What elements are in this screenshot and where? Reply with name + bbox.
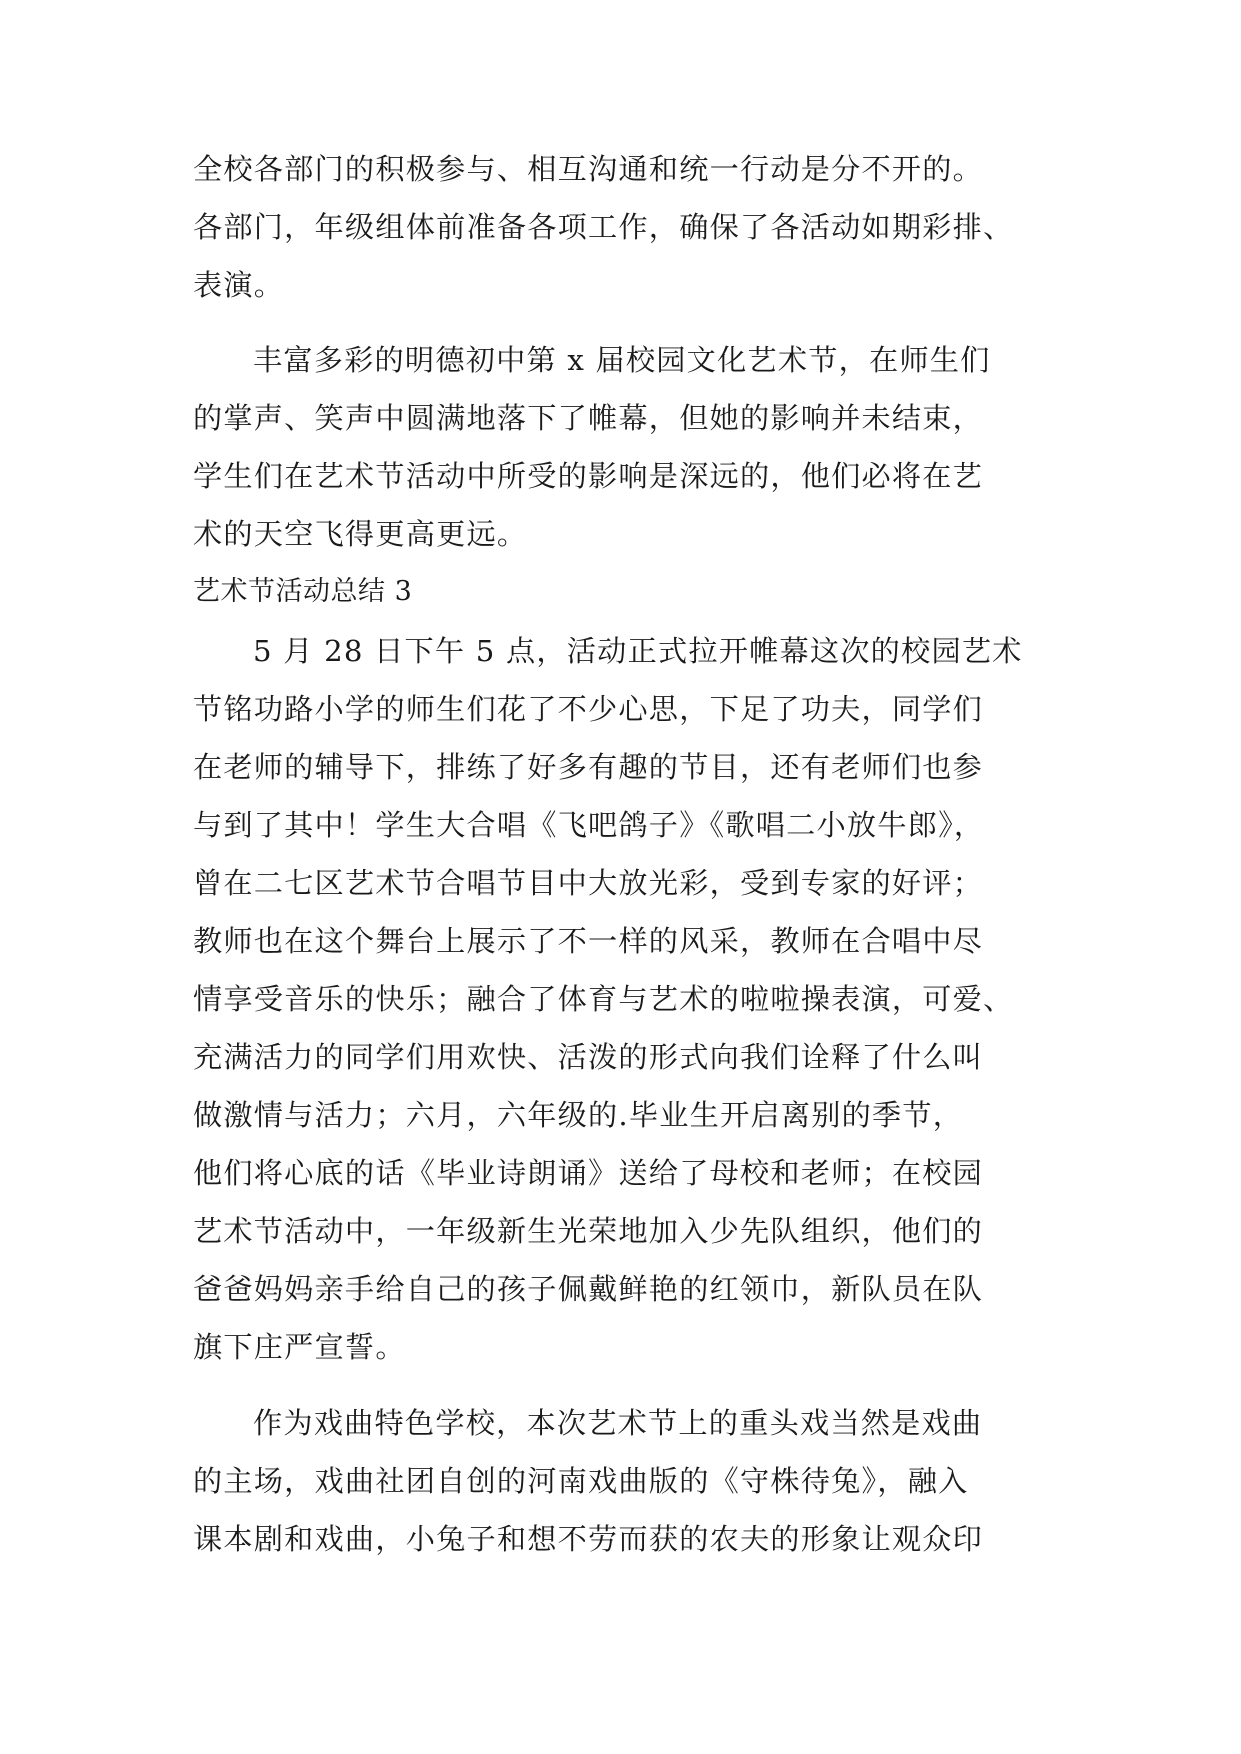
paragraph-line: 各部门，年级组体前准备各项工作，确保了各活动如期彩排、 — [193, 210, 1014, 244]
paragraph-line: 的掌声、笑声中圆满地落下了帷幕，但她的影响并未结束， — [193, 401, 984, 435]
paragraph-line: 作为戏曲特色学校，本次艺术节上的重头戏当然是戏曲 — [253, 1406, 983, 1440]
paragraph-line: 在老师的辅导下，排练了好多有趣的节目，还有老师们也参 — [193, 750, 984, 784]
paragraph-line: 5 月 28 日下午 5 点，活动正式拉开帷幕这次的校园艺术 — [253, 634, 1023, 668]
paragraph-line: 全校各部门的积极参与、相互沟通和统一行动是分不开的。 — [193, 152, 984, 186]
paragraph-line: 做激情与活力；六月，六年级的.毕业生开启离别的季节， — [193, 1098, 964, 1132]
section-heading: 艺术节活动总结 3 — [193, 576, 413, 607]
paragraph-line: 丰富多彩的明德初中第 x 届校园文化艺术节，在师生们 — [253, 343, 991, 377]
paragraph-line: 旗下庄严宣誓。 — [193, 1330, 406, 1364]
paragraph-line: 充满活力的同学们用欢快、活泼的形式向我们诠释了什么叫 — [193, 1040, 984, 1074]
paragraph-line: 爸爸妈妈亲手给自己的孩子佩戴鲜艳的红领巾，新队员在队 — [193, 1272, 984, 1306]
paragraph-line: 他们将心底的话《毕业诗朗诵》送给了母校和老师；在校园 — [193, 1156, 984, 1190]
paragraph-line: 情享受音乐的快乐；融合了体育与艺术的啦啦操表演，可爱、 — [193, 982, 1014, 1016]
paragraph-line: 艺术节活动中，一年级新生光荣地加入少先队组织，他们的 — [193, 1214, 984, 1248]
paragraph-line: 课本剧和戏曲，小兔子和想不劳而获的农夫的形象让观众印 — [193, 1522, 984, 1556]
paragraph-line: 与到了其中！学生大合唱《飞吧鸽子》《歌唱二小放牛郎》， — [193, 808, 985, 842]
paragraph-line: 术的天空飞得更高更远。 — [193, 517, 528, 551]
paragraph-line: 学生们在艺术节活动中所受的影响是深远的，他们必将在艺 — [193, 459, 984, 493]
paragraph-line: 节铭功路小学的师生们花了不少心思，下足了功夫，同学们 — [193, 692, 984, 726]
paragraph-line: 教师也在这个舞台上展示了不一样的风采，教师在合唱中尽 — [193, 924, 984, 958]
paragraph-line: 曾在二七区艺术节合唱节目中大放光彩，受到专家的好评； — [193, 866, 984, 900]
paragraph-line: 表演。 — [193, 268, 285, 302]
paragraph-line: 的主场，戏曲社团自创的河南戏曲版的《守株待兔》，融入 — [193, 1464, 969, 1498]
